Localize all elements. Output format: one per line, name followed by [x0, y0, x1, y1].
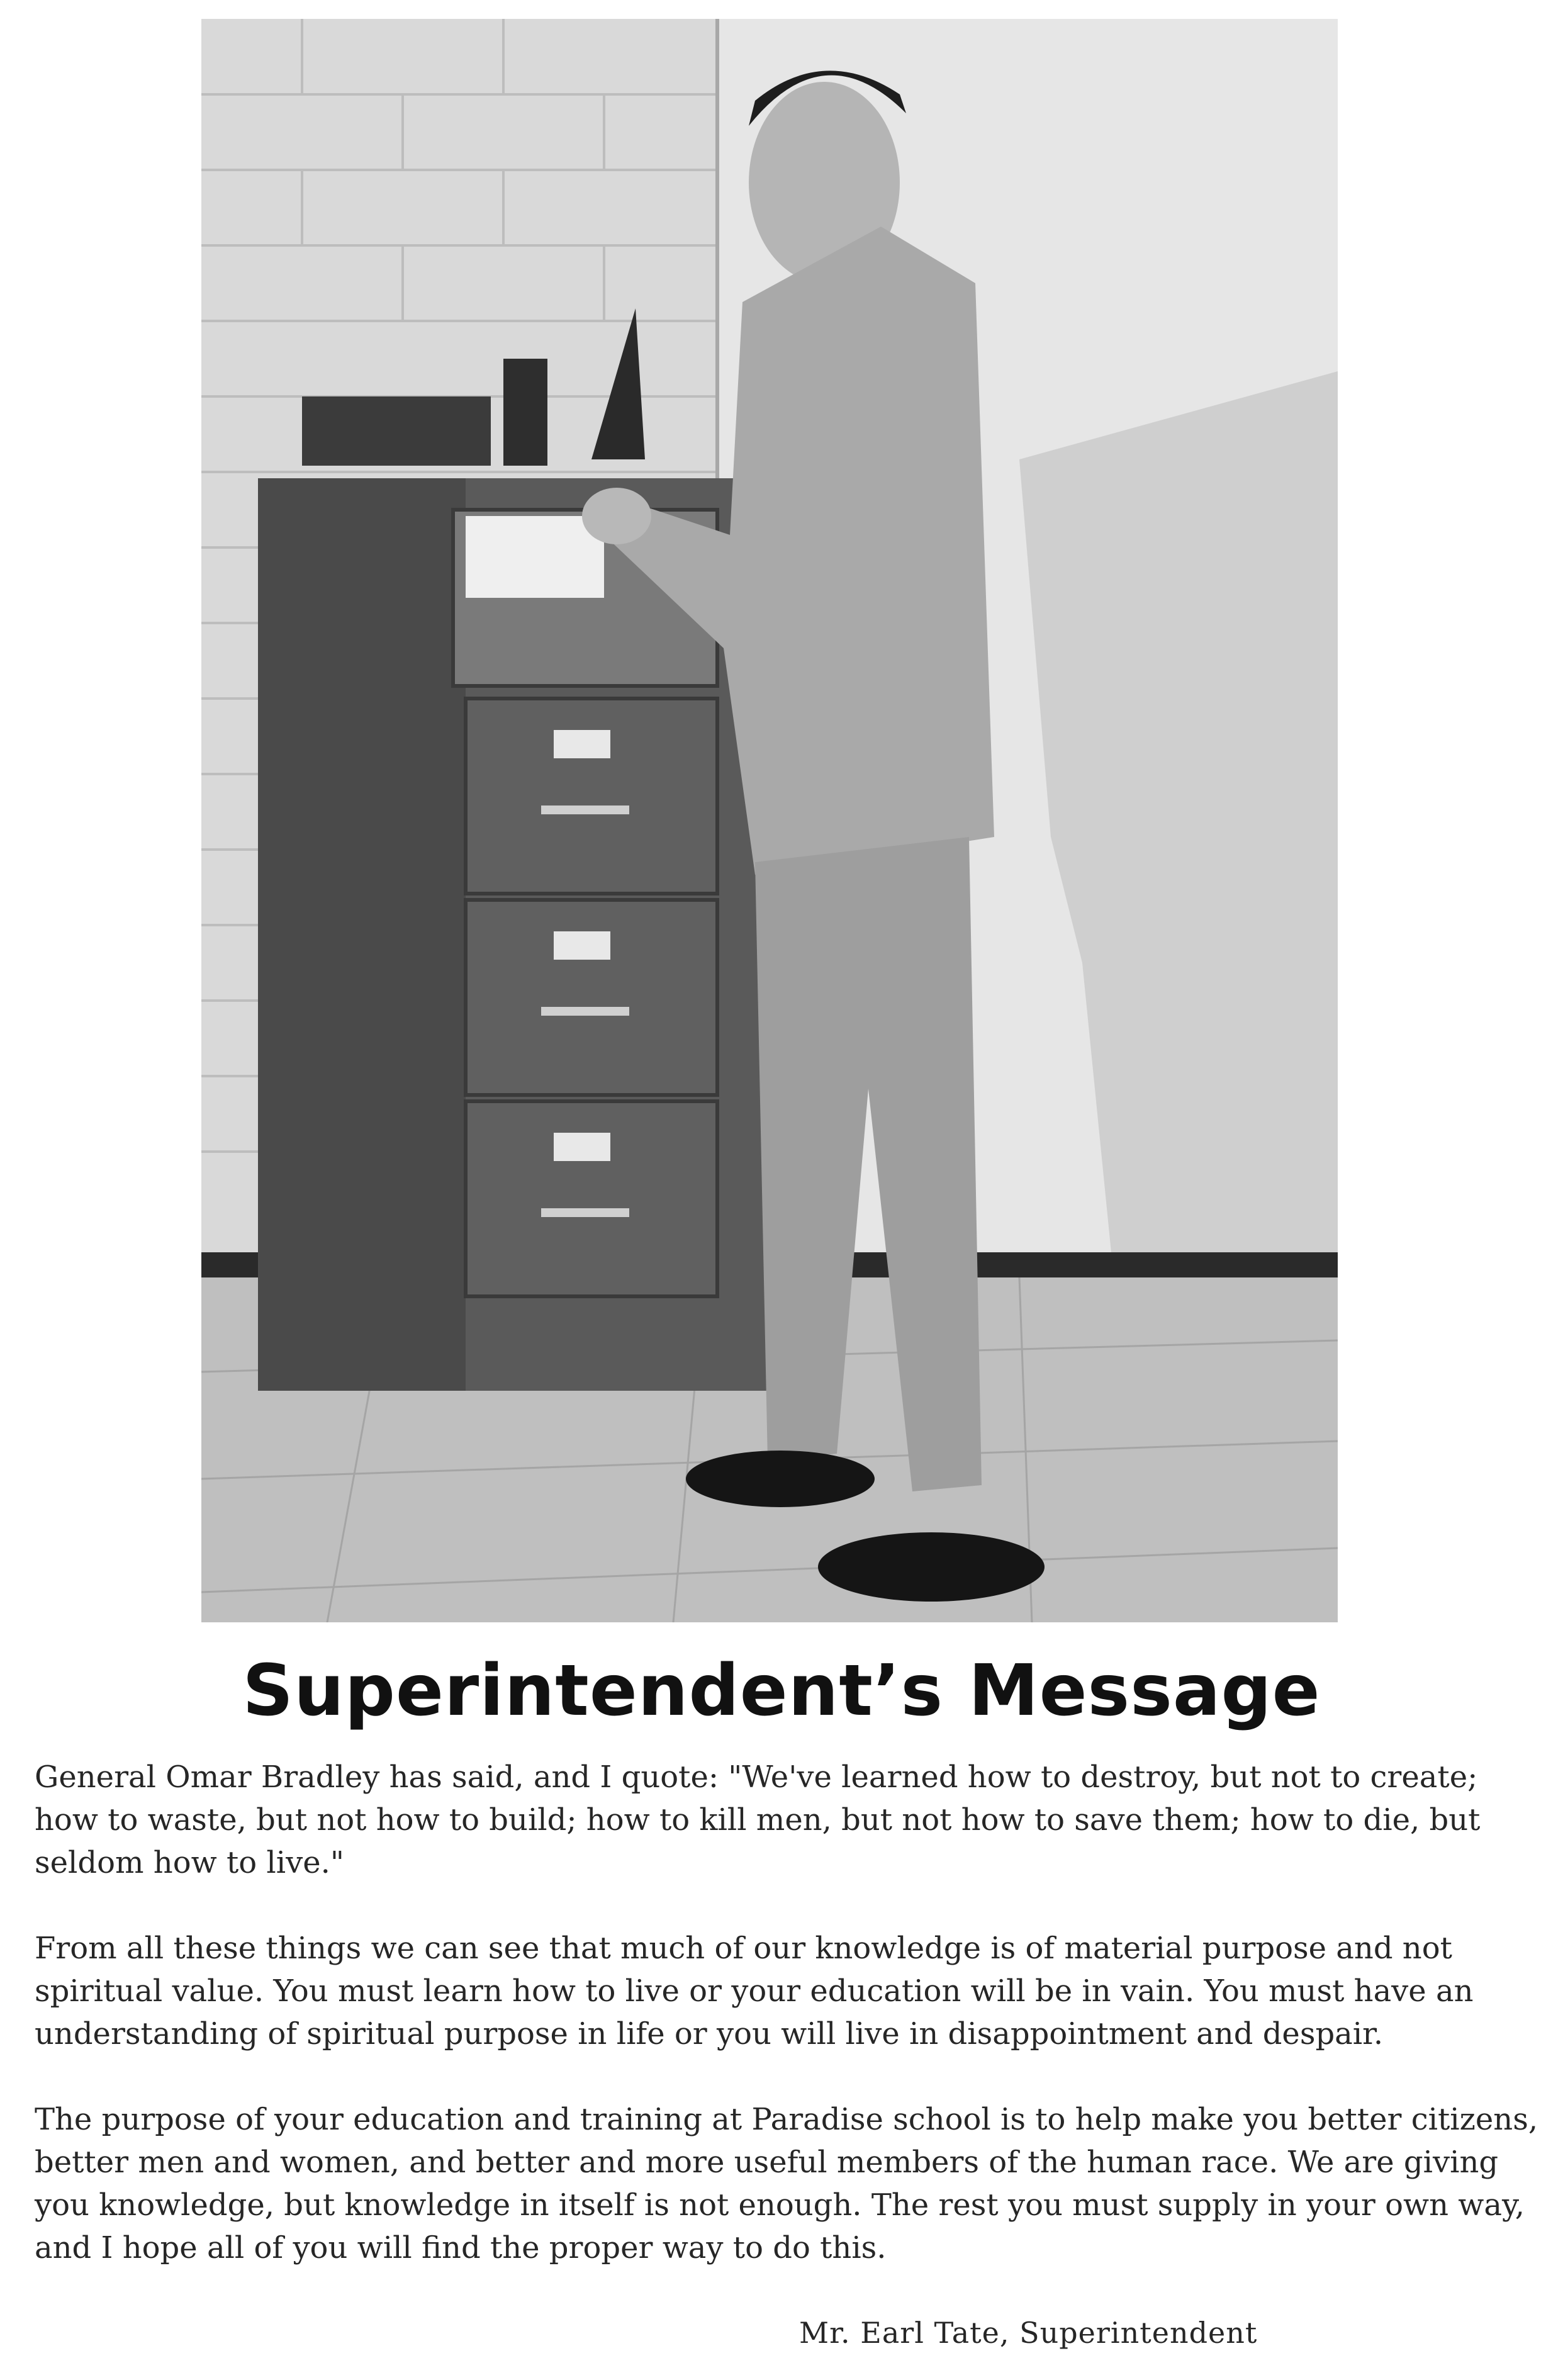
message-paragraph: General Omar Bradley has said, and I quote: "We've learned how to destroy, but not to create; how to waste, but not how to build; how to kill men, but not how to save them; how to die, but seldom how to live." [35, 1760, 1481, 1880]
photo-illustration [201, 19, 1338, 1622]
message-body [35, 1756, 1545, 2312]
page-title: Superintendent’s Message [242, 1650, 1321, 1732]
message-paragraph: The purpose of your education and training at Paradise school is to help make you better citizens, better men and women, and better and more useful members of the human race. We are giving you knowledge, but knowledge in itself is not enough. The rest you must supply in your own way, and I hope all of you will find the proper way to do this. [35, 2102, 1538, 2265]
superintendent-photo [201, 19, 1338, 1622]
message-paragraph: From all these things we can see that much of our knowledge is of material purpose and not spiritual value. You must learn how to live or your education will be in vain. You must have an understanding of spiritual purpose in life or you will live in disappointment and despair. [35, 1931, 1474, 2052]
signature: Mr. Earl Tate, Superintendent [799, 2316, 1258, 2350]
